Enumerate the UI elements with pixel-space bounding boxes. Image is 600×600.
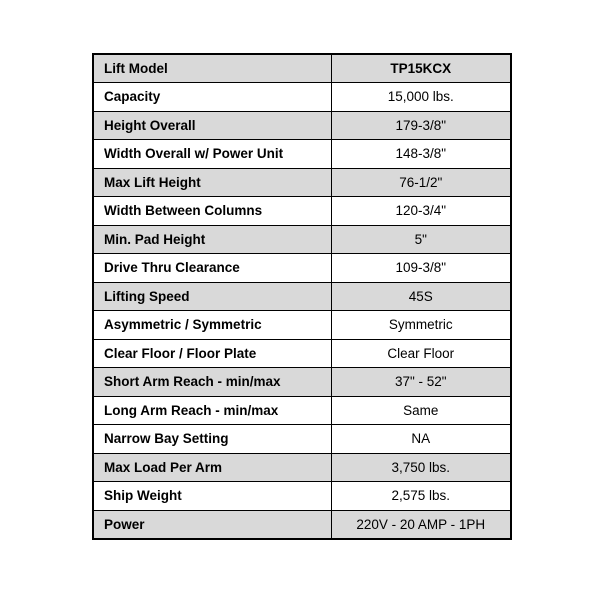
table-row (93, 111, 511, 140)
spec-value-cell: 15,000 lbs. (331, 83, 511, 112)
spec-label-cell: Power (93, 510, 331, 539)
table-header-row (93, 54, 511, 83)
spec-label-cell: Capacity (93, 83, 331, 112)
spec-value-cell: 3,750 lbs. (331, 453, 511, 482)
spec-value-cell: 148-3/8" (331, 140, 511, 169)
spec-label-cell: Lift Model (93, 54, 331, 83)
spec-value-cell: 2,575 lbs. (331, 482, 511, 511)
spec-value-cell: 120-3/4" (331, 197, 511, 226)
table-row (93, 83, 511, 112)
table-row (93, 453, 511, 482)
table-row (93, 225, 511, 254)
table-row (93, 368, 511, 397)
spec-value-cell: 220V - 20 AMP - 1PH (331, 510, 511, 539)
table-row (93, 396, 511, 425)
spec-value-cell: 109-3/8" (331, 254, 511, 283)
spec-label-cell: Lifting Speed (93, 282, 331, 311)
spec-value-cell: NA (331, 425, 511, 454)
table-row (93, 168, 511, 197)
spec-value-cell: 37" - 52" (331, 368, 511, 397)
table-row (93, 282, 511, 311)
spec-label-cell: Max Lift Height (93, 168, 331, 197)
table-row (93, 254, 511, 283)
spec-label-cell: Width Between Columns (93, 197, 331, 226)
table-row (93, 510, 511, 539)
spec-value-cell: 76-1/2" (331, 168, 511, 197)
spec-table-container (92, 53, 512, 540)
table-row (93, 482, 511, 511)
spec-value-cell: 5" (331, 225, 511, 254)
spec-value-cell: TP15KCX (331, 54, 511, 83)
spec-label-cell: Short Arm Reach - min/max (93, 368, 331, 397)
spec-label-cell: Narrow Bay Setting (93, 425, 331, 454)
spec-label-cell: Drive Thru Clearance (93, 254, 331, 283)
spec-value-cell: Clear Floor (331, 339, 511, 368)
spec-value-cell: 45S (331, 282, 511, 311)
table-row (93, 140, 511, 169)
spec-label-cell: Width Overall w/ Power Unit (93, 140, 331, 169)
table-row (93, 311, 511, 340)
spec-value-cell: 179-3/8" (331, 111, 511, 140)
spec-label-cell: Max Load Per Arm (93, 453, 331, 482)
spec-label-cell: Height Overall (93, 111, 331, 140)
table-row (93, 339, 511, 368)
spec-label-cell: Min. Pad Height (93, 225, 331, 254)
spec-label-cell: Asymmetric / Symmetric (93, 311, 331, 340)
table-row (93, 425, 511, 454)
spec-label-cell: Clear Floor / Floor Plate (93, 339, 331, 368)
spec-label-cell: Long Arm Reach - min/max (93, 396, 331, 425)
spec-table-body (93, 54, 511, 539)
lift-specification-table (92, 53, 512, 540)
spec-value-cell: Same (331, 396, 511, 425)
spec-value-cell: Symmetric (331, 311, 511, 340)
spec-label-cell: Ship Weight (93, 482, 331, 511)
table-row (93, 197, 511, 226)
